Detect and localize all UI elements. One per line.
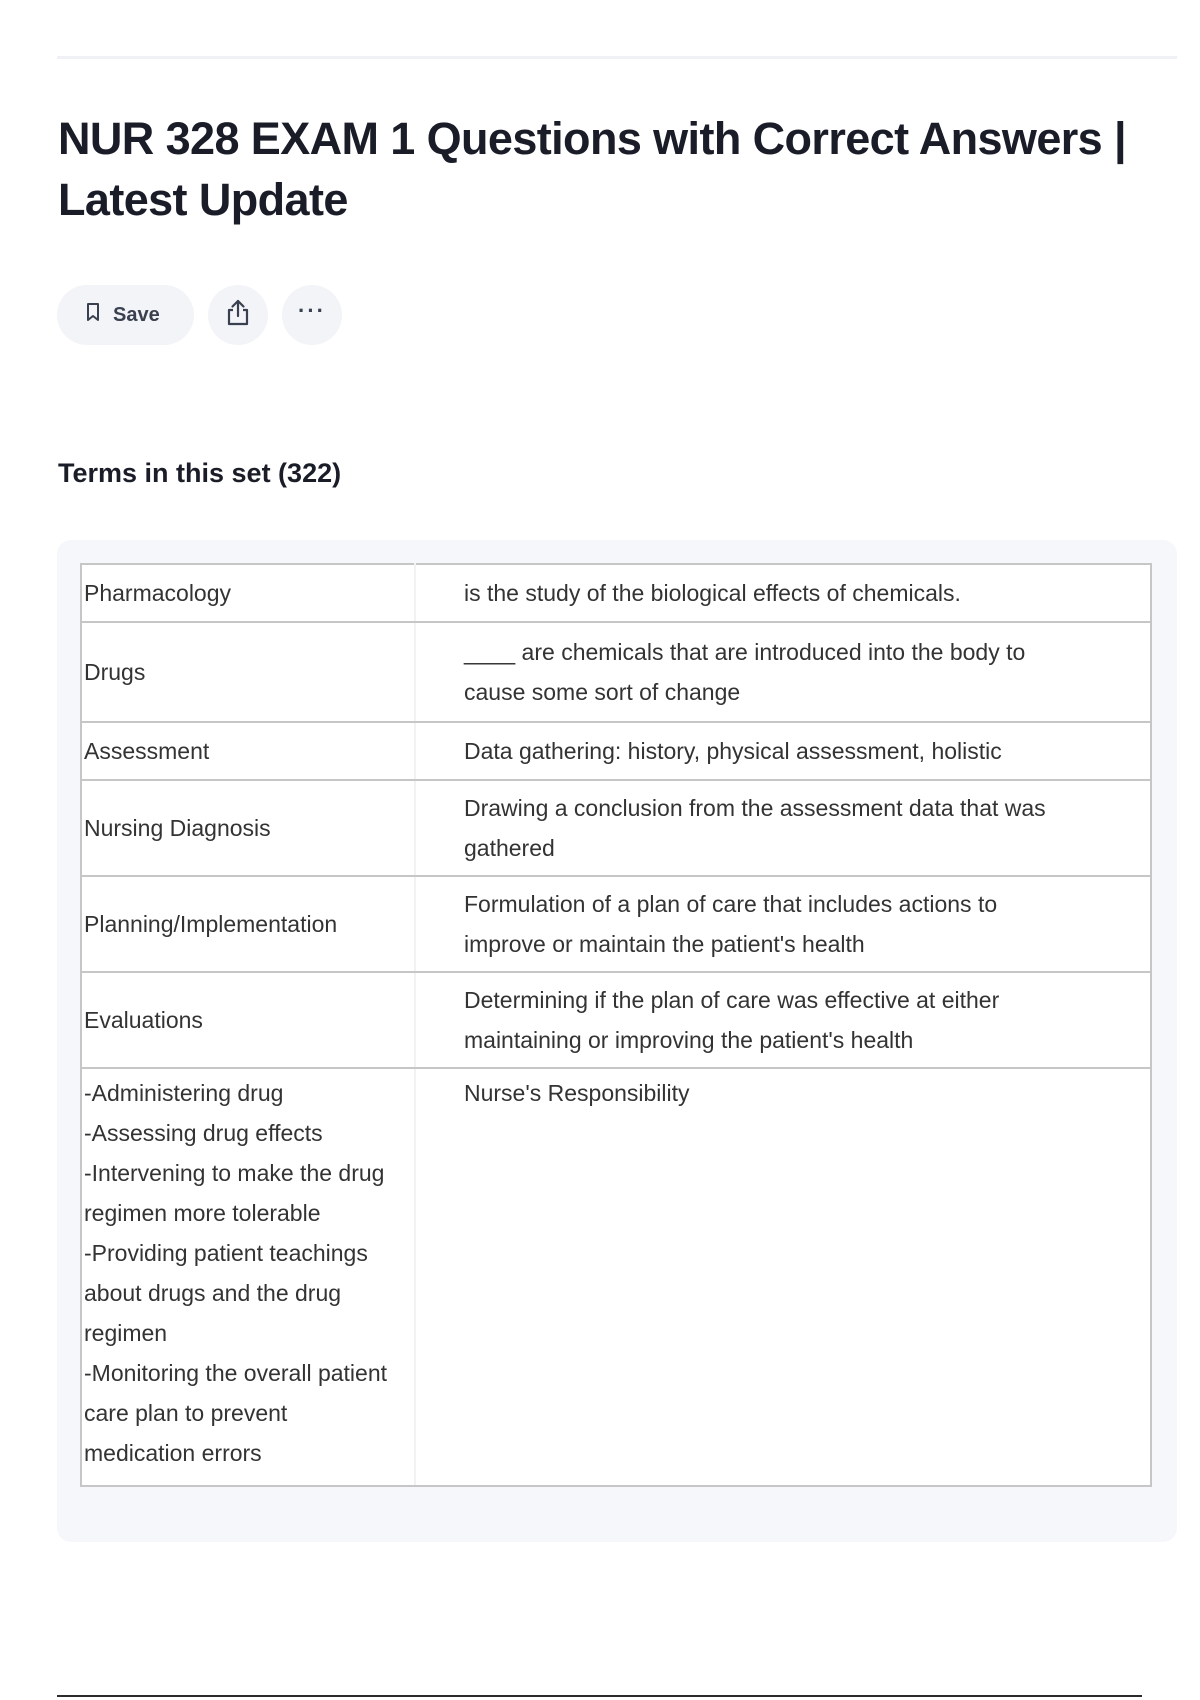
term-row xyxy=(81,972,1151,1068)
term-line: -Monitoring the overall patient care plan to prevent medication errors xyxy=(84,1360,387,1466)
term-line: -Administering drug xyxy=(84,1080,284,1106)
term-row xyxy=(81,622,1151,722)
term-cell: Drugs xyxy=(81,622,415,722)
more-icon: ··· xyxy=(298,298,326,323)
bookmark-icon xyxy=(85,302,101,328)
share-icon xyxy=(224,298,252,333)
term-row xyxy=(81,564,1151,622)
term-row xyxy=(81,1068,1151,1486)
share-button[interactable] xyxy=(208,285,268,345)
definition-cell: Determining if the plan of care was effective at either maintaining or improving the patient's health xyxy=(415,972,1151,1068)
term-row xyxy=(81,876,1151,972)
definition-cell: Data gathering: history, physical assessment, holistic xyxy=(415,722,1151,780)
bottom-divider xyxy=(57,1695,1142,1697)
term-cell: Evaluations xyxy=(81,972,415,1068)
save-button[interactable] xyxy=(57,285,194,345)
term-row xyxy=(81,722,1151,780)
definition-cell: Drawing a conclusion from the assessment data that was gathered xyxy=(415,780,1151,876)
definition-cell: Formulation of a plan of care that includes actions to improve or maintain the patient's health xyxy=(415,876,1151,972)
terms-panel xyxy=(57,540,1177,1542)
definition-cell: Nurse's Responsibility xyxy=(415,1068,1151,1486)
term-cell: Nursing Diagnosis xyxy=(81,780,415,876)
more-options-button[interactable] xyxy=(282,285,342,345)
term-line: -Intervening to make the drug regimen more tolerable xyxy=(84,1160,385,1226)
term-cell: Assessment xyxy=(81,722,415,780)
page-title: NUR 328 EXAM 1 Questions with Correct Answers | Latest Update xyxy=(58,113,1126,225)
definition-cell: is the study of the biological effects of chemicals. xyxy=(415,564,1151,622)
terms-heading: Terms in this set (322) xyxy=(58,458,342,488)
term-line: -Assessing drug effects xyxy=(84,1120,323,1146)
top-divider xyxy=(57,56,1177,59)
term-line: -Providing patient teachings about drugs and the drug regimen xyxy=(84,1240,368,1346)
definition-cell: ____ are chemicals that are introduced into the body to cause some sort of change xyxy=(415,622,1151,722)
term-row xyxy=(81,780,1151,876)
term-cell xyxy=(81,1068,415,1486)
action-bar xyxy=(57,285,342,345)
save-label: Save xyxy=(113,303,160,326)
term-cell: Pharmacology xyxy=(81,564,415,622)
term-cell: Planning/Implementation xyxy=(81,876,415,972)
terms-table xyxy=(80,563,1152,1487)
